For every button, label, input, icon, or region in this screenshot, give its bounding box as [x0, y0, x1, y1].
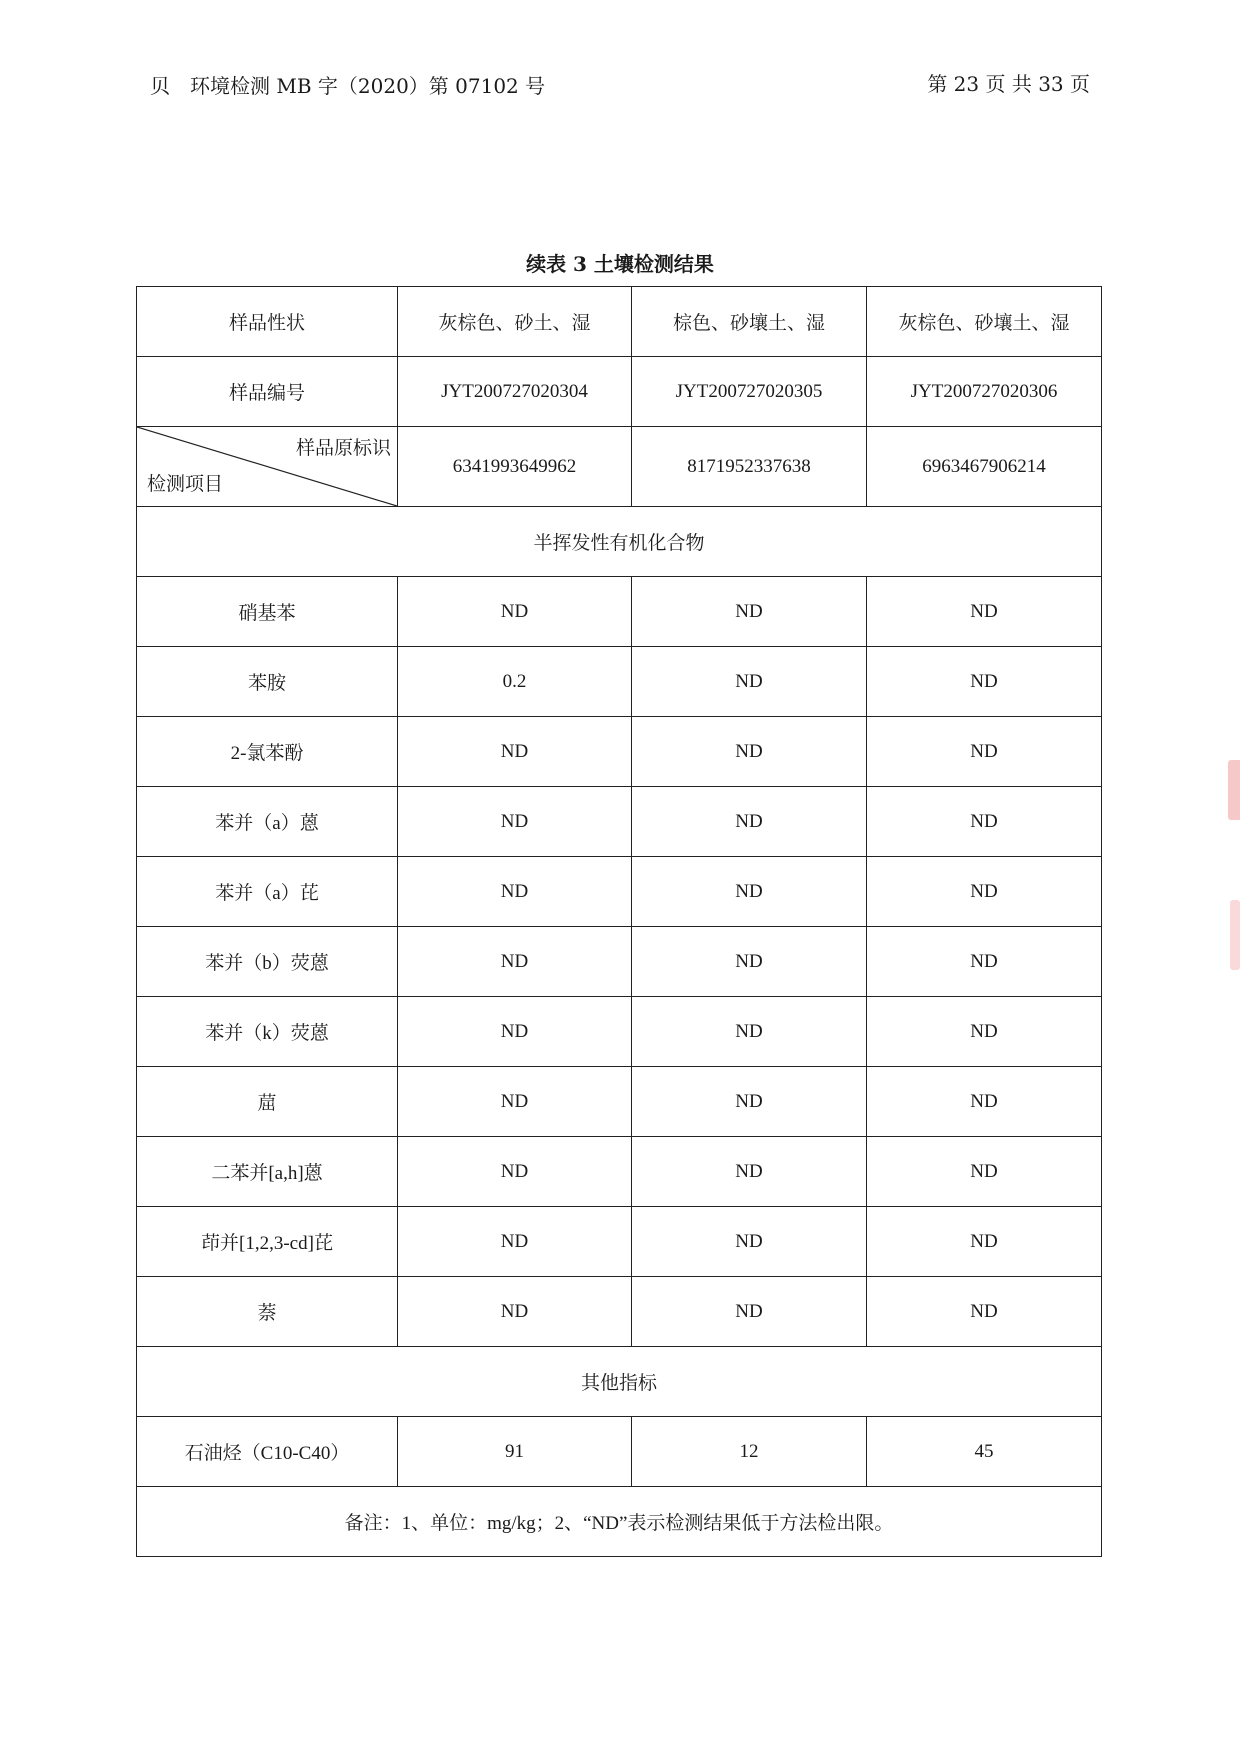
cell-value: ND	[867, 577, 1102, 647]
cell-value: ND	[398, 997, 632, 1067]
cell-value: ND	[632, 577, 867, 647]
cell-value: 6963467906214	[867, 427, 1102, 507]
row-label: 苯胺	[137, 647, 398, 717]
table-row	[137, 717, 1102, 787]
cell-value: ND	[632, 1277, 867, 1347]
row-label: 二苯并[a,h]蒽	[137, 1137, 398, 1207]
table-row	[137, 1137, 1102, 1207]
row-label: 䓛	[137, 1067, 398, 1137]
cell-value: 8171952337638	[632, 427, 867, 507]
table-row	[137, 1207, 1102, 1277]
table-row	[137, 927, 1102, 997]
cell-value: 12	[632, 1417, 867, 1487]
cell-value: 灰棕色、砂壤土、湿	[867, 287, 1102, 357]
table-row	[137, 577, 1102, 647]
cell-value: ND	[867, 1207, 1102, 1277]
cell-value: JYT200727020304	[398, 357, 632, 427]
section-title: 其他指标	[137, 1347, 1102, 1417]
row-label: 苯并（b）荧蒽	[137, 927, 398, 997]
cell-value: 6341993649962	[398, 427, 632, 507]
note-row	[137, 1487, 1102, 1557]
section-title: 半挥发性有机化合物	[137, 507, 1102, 577]
section-row	[137, 507, 1102, 577]
table-row	[137, 647, 1102, 717]
cell-value: ND	[867, 927, 1102, 997]
table-row	[137, 1067, 1102, 1137]
cell-value: ND	[867, 997, 1102, 1067]
table-row	[137, 1277, 1102, 1347]
cell-value: ND	[398, 1277, 632, 1347]
cell-value: ND	[867, 1137, 1102, 1207]
diag-bottom-label: 检测项目	[147, 474, 224, 495]
table-row	[137, 1417, 1102, 1487]
table-row	[137, 287, 1102, 357]
cell-value: 棕色、砂壤土、湿	[632, 287, 867, 357]
table-row	[137, 997, 1102, 1067]
table-row	[137, 357, 1102, 427]
row-label: 茚并[1,2,3-cd]芘	[137, 1207, 398, 1277]
row-label: 硝基苯	[137, 577, 398, 647]
cell-value: ND	[398, 857, 632, 927]
row-label: 苯并（a）蒽	[137, 787, 398, 857]
seal-mark	[1230, 900, 1240, 970]
cell-value: ND	[632, 1137, 867, 1207]
cell-value: ND	[398, 1207, 632, 1277]
row-label: 苯并（a）芘	[137, 857, 398, 927]
cell-value: ND	[398, 577, 632, 647]
cell-value: JYT200727020305	[632, 357, 867, 427]
cell-value: ND	[867, 787, 1102, 857]
page-number: 第 23 页 共 33 页	[927, 72, 1090, 96]
cell-value: ND	[398, 1067, 632, 1137]
table-row	[137, 857, 1102, 927]
cell-value: ND	[398, 787, 632, 857]
cell-value: ND	[867, 1277, 1102, 1347]
diagonal-header-cell	[137, 427, 398, 507]
cell-value: ND	[867, 717, 1102, 787]
cell-value: ND	[867, 1067, 1102, 1137]
report-number: 贝 环境检测 MB 字（2020）第 07102 号	[150, 74, 546, 98]
soil-results-table	[136, 286, 1102, 1557]
table-caption: 续表 3 土壤检测结果	[526, 252, 714, 276]
row-label: 样品性状	[137, 287, 398, 357]
table-row	[137, 787, 1102, 857]
cell-value: 91	[398, 1417, 632, 1487]
cell-value: ND	[632, 857, 867, 927]
table-row	[137, 427, 1102, 507]
cell-value: ND	[632, 647, 867, 717]
table-note: 备注：1、单位：mg/kg；2、“ND”表示检测结果低于方法检出限。	[137, 1487, 1102, 1557]
row-label: 2-氯苯酚	[137, 717, 398, 787]
cell-value: ND	[632, 927, 867, 997]
cell-value: 45	[867, 1417, 1102, 1487]
cell-value: ND	[867, 647, 1102, 717]
cell-value: ND	[632, 717, 867, 787]
cell-value: ND	[632, 1067, 867, 1137]
cell-value: JYT200727020306	[867, 357, 1102, 427]
diag-top-label: 样品原标识	[295, 438, 391, 459]
row-label: 石油烃（C10-C40）	[137, 1417, 398, 1487]
row-label: 样品编号	[137, 357, 398, 427]
cell-value: ND	[632, 1207, 867, 1277]
cell-value: ND	[398, 1137, 632, 1207]
row-label: 萘	[137, 1277, 398, 1347]
cell-value: ND	[867, 857, 1102, 927]
cell-value: ND	[398, 927, 632, 997]
section-row	[137, 1347, 1102, 1417]
row-label: 苯并（k）荧蒽	[137, 997, 398, 1067]
cell-value: ND	[632, 787, 867, 857]
seal-mark	[1228, 760, 1240, 820]
cell-value: ND	[632, 997, 867, 1067]
cell-value: 0.2	[398, 647, 632, 717]
cell-value: ND	[398, 717, 632, 787]
cell-value: 灰棕色、砂土、湿	[398, 287, 632, 357]
